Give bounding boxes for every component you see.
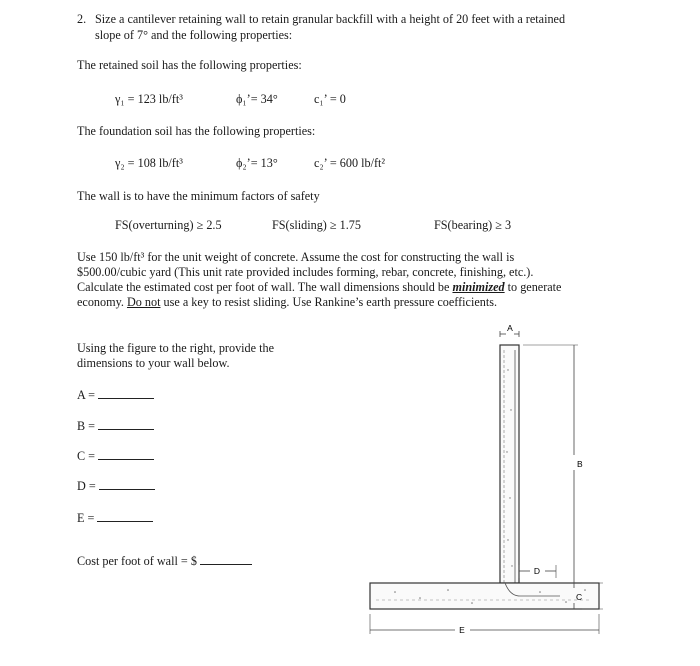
retained-phi: ϕ₁’= 34° [236,92,278,106]
instructions-line-4-start: economy. [77,295,124,309]
concrete-aggregate [394,369,586,604]
instructions-line-1: Use 150 lb/ft³ for the unit weight of concrete. Assume the cost for constructing the wall is [77,250,515,264]
instructions-line-4-end: use a key to resist sliding. Use Rankine’s earth pressure coefficients. [163,295,498,309]
answer-a-label: A = [77,388,96,402]
answers-intro-2: dimensions to your wall below. [77,356,230,370]
dim-b-label: B [577,459,583,469]
instructions-line-2: $500.00/cubic yard (This unit rate provided includes forming, rebar, concrete, finishing, etc.). [77,265,534,279]
problem-line-1: Size a cantilever retaining wall to retain granular backfill with a height of 20 feet with a retained [95,12,566,26]
fs-overturning: FS(overturning) ≥ 2.5 [115,218,222,232]
answer-e-label: E = [77,511,95,525]
foundation-phi: ϕ₂’= 13° [236,156,278,170]
problem-line-2: slope of 7° and the following properties: [95,28,293,42]
dim-e-label: E [459,625,465,635]
retained-cohesion: c₁’ = 0 [314,92,346,106]
dim-c-label: C [576,592,583,602]
dim-d-label: D [533,566,541,576]
problem-number: 2. [77,12,87,26]
fs-sliding: FS(sliding) ≥ 1.75 [272,218,361,232]
answers-intro-1: Using the figure to the right, provide the [77,341,274,355]
foundation-cohesion: c₂’ = 600 lb/ft² [314,156,386,170]
safety-heading: The wall is to have the minimum factors of safety [77,189,320,203]
foundation-gamma: γ₂ = 108 lb/ft³ [115,156,183,170]
answer-d-label: D = [77,479,96,493]
instructions-line-3-end: to generate [507,280,562,294]
dim-a-label: A [507,323,513,333]
foundation-soil-heading: The foundation soil has the following properties: [77,124,316,138]
do-not-underline: Do not [126,295,161,309]
retained-gamma: γ₁ = 123 lb/ft³ [115,92,183,106]
retained-soil-heading: The retained soil has the following properties: [77,58,302,72]
minimized-emphasis: minimized [452,280,505,294]
instructions-line-3-text: Calculate the estimated cost per foot of wall. The wall dimensions should be [77,280,450,294]
answer-c-label: C = [77,449,96,463]
answer-b-label: B = [77,419,96,433]
wall-footing [370,583,599,609]
wall-stem [500,345,519,583]
cost-label: Cost per foot of wall = $ [77,554,197,568]
fs-bearing: FS(bearing) ≥ 3 [434,218,512,232]
